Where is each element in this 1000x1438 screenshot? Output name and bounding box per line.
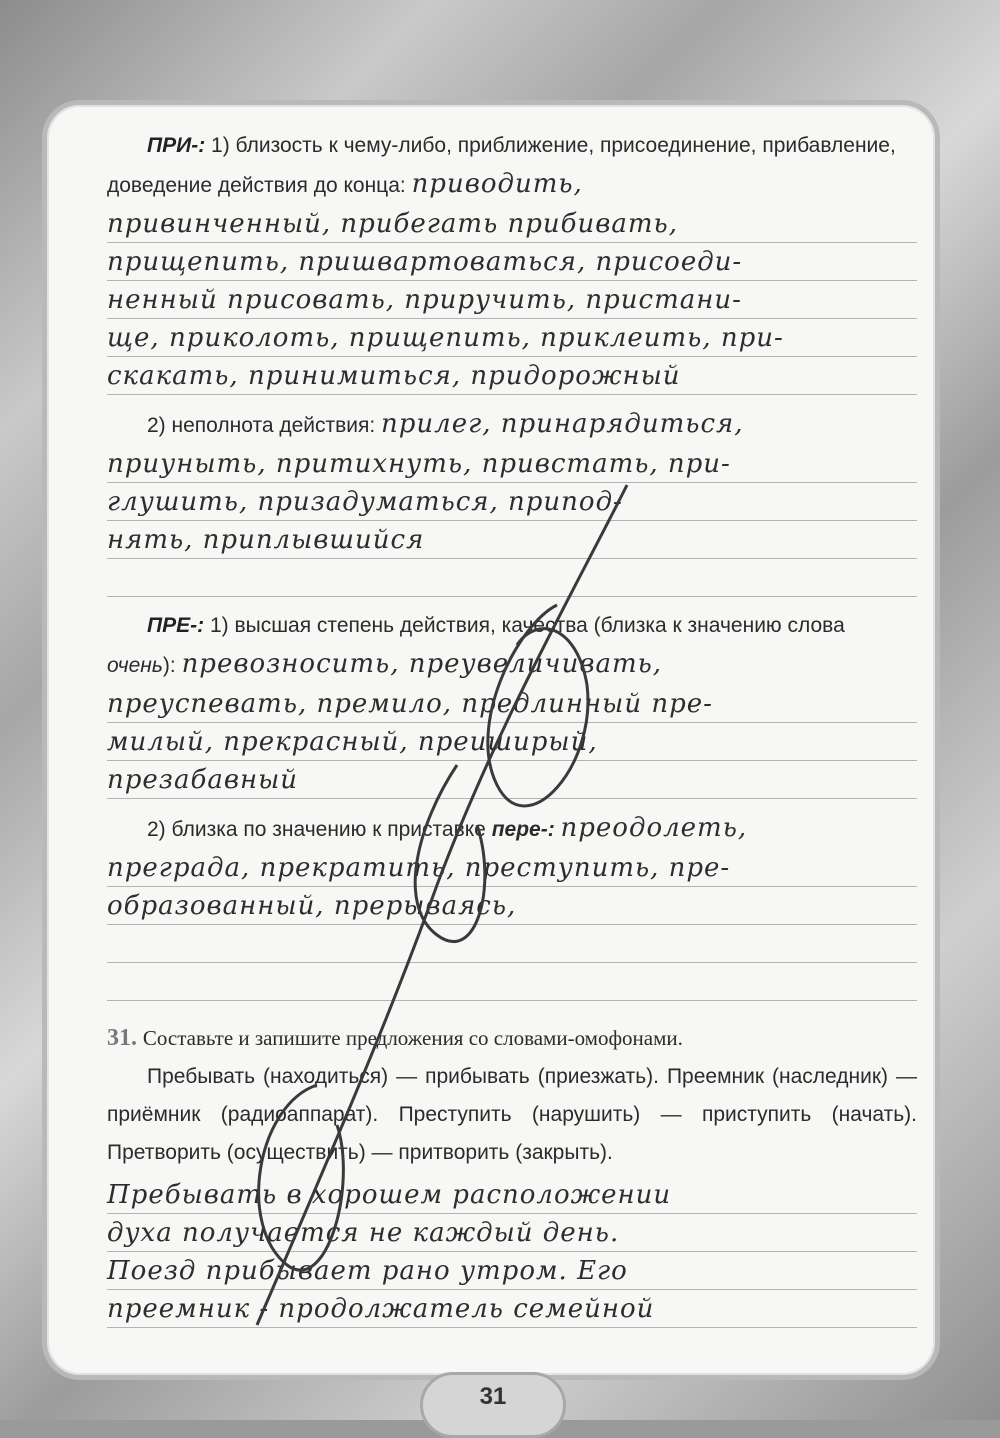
pre-answer-1-inline: превозносить, преувеличивать,	[181, 649, 663, 679]
pre-definition-2	[107, 809, 917, 849]
handwritten-line: прищепить, пришвартоваться, присоеди-	[107, 247, 743, 277]
exercise-task-text: Составьте и запишите предложения со словами-омофонами.	[142, 1026, 683, 1050]
handwritten-line: приуныть, притихнуть, привстать, при-	[107, 449, 731, 479]
handwritten-line: скакать, принимиться, придорожный	[107, 361, 681, 391]
pri-text-2: 2) неполнота действия:	[147, 414, 382, 437]
pri-answer-2-lines	[107, 445, 917, 597]
pri-answer-1-lines	[107, 205, 917, 395]
blank-line	[107, 963, 917, 1001]
pri-definition-1	[107, 127, 917, 205]
page-number-badge	[420, 1372, 566, 1438]
blank-line	[107, 925, 917, 963]
exercise-answer-lines	[107, 1176, 917, 1328]
handwritten-line: преемник - продолжатель семейной	[107, 1294, 655, 1324]
pre-text-1-italic: очень	[107, 654, 163, 677]
pre-text-2-marker: пере-:	[491, 818, 555, 841]
handwritten-line: ще, приколоть, прищепить, приклеить, при-	[107, 323, 784, 353]
handwritten-line: преуспевать, премило, предлинный пре-	[107, 689, 713, 719]
handwritten-line: глушить, призадуматься, припод-	[107, 487, 623, 517]
handwritten-line: Пребывать в хорошем расположении	[107, 1180, 672, 1210]
pri-answer-2-inline: прилег, принарядиться,	[381, 409, 744, 439]
pre-answer-1-lines	[107, 685, 917, 799]
handwritten-line: привинченный, прибегать прибивать,	[107, 209, 678, 239]
page-number: 31	[479, 1383, 507, 1410]
pre-answer-2-lines	[107, 849, 917, 1001]
handwritten-line: нять, приплывшийся	[107, 525, 425, 555]
pre-text-1-end: ):	[162, 654, 182, 677]
page-content	[107, 127, 917, 1328]
pri-definition-2	[107, 405, 917, 445]
handwritten-line: милый, прекрасный, преиширый,	[107, 727, 598, 757]
exercise-number: 31.	[107, 1025, 137, 1051]
pri-text-1: 1) близость к чему-либо, приближение, присоединение, прибавление, доведение действия до конца:	[107, 134, 896, 197]
pre-text-2: 2) близка по значению к приставке	[147, 818, 492, 841]
pri-marker: ПРИ-:	[147, 134, 206, 157]
handwritten-line: образованный, прерываясь,	[107, 891, 517, 921]
workbook-page	[42, 100, 940, 1380]
pre-answer-2-inline: преодолеть,	[560, 813, 748, 843]
pre-text-1: 1) высшая степень действия, качества (близка к значению слова	[204, 614, 845, 637]
handwritten-line: духа получается не каждый день.	[107, 1218, 620, 1248]
handwritten-line: преграда, прекратить, преступить, пре-	[107, 853, 731, 883]
pre-definition-1	[107, 607, 917, 685]
blank-line	[107, 559, 917, 597]
exercise-31-words: Пребывать (находиться) — прибывать (приезжать). Преемник (наследник) — приёмник (радиоаппарат). Преступить (нарушить) — приступить (начать). Претворить (осуществить) — притворить (закрыть).	[107, 1065, 917, 1164]
pri-answer-1-inline: приводить,	[411, 169, 583, 199]
handwritten-line: ненный присовать, приручить, пристани-	[107, 285, 742, 315]
handwritten-line: презабавный	[107, 765, 299, 795]
exercise-31-task	[107, 1019, 917, 1058]
handwritten-line: Поезд прибывает рано утром. Его	[107, 1256, 628, 1286]
pre-marker: ПРЕ-:	[147, 614, 205, 637]
